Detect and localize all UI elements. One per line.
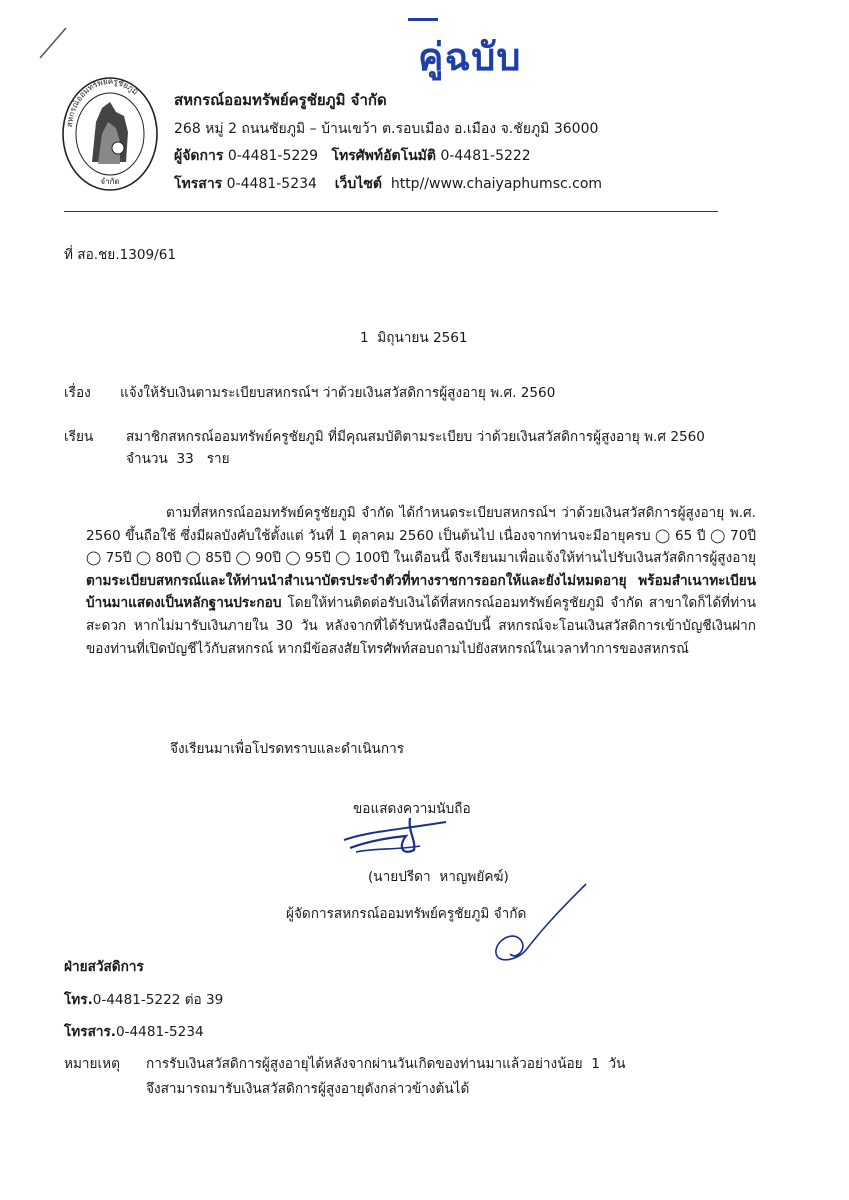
recipient-label: เรียน <box>64 429 94 445</box>
department-fax-label: โทรสาร. <box>64 1024 116 1040</box>
department-phone <box>64 988 223 1010</box>
note-label: หมายเหตุ <box>64 1056 120 1072</box>
copy-stamp: คู่ฉบับ <box>418 35 522 79</box>
closing-line: จึงเรียนมาเพื่อโปรดทราบและดำเนินการ <box>170 741 405 757</box>
auto-phone-label: โทรศัพท์อัตโนมัติ <box>331 148 436 164</box>
regards-line: ขอแสดงความนับถือ <box>353 801 471 817</box>
body-text-part-2: โดยให้ท่านติดต่อรับเงินได้ที่สหกรณ์ออมทรัพย์ครูชัยภูมิ จำกัด สาขาใดก็ได้ที่ท่านสะดวก หากไม่มารับเงินภายใน 30 วัน หลังจากที่ได้รับหนังสือฉบับนี้ สหกรณ์จะโอนเงินสวัสดิการเข้าบัญชีเงินฝากของท่านที่เปิดบัญชีไว้กับสหกรณ์ หากมีข้อสงสัยโทรศัพท์สอบถามไปยังสหกรณ์ในเวลาทำการของสหกรณ์ <box>86 595 756 657</box>
initial-mark <box>486 880 596 970</box>
logo-text-bottom: จำกัด <box>100 177 120 186</box>
auto-phone: 0-4481-5222 <box>440 148 531 164</box>
letterhead-phone-line <box>174 145 531 167</box>
subject-text: แจ้งให้รับเงินตามระเบียบสหกรณ์ฯ ว่าด้วยเงินสวัสดิการผู้สูงอายุ พ.ศ. 2560 <box>120 385 556 401</box>
note-line-1: การรับเงินสวัสดิการผู้สูงอายุได้หลังจากผ่านวันเกิดของท่านมาแล้วอย่างน้อย 1 วัน <box>146 1056 626 1072</box>
manager-label: ผู้จัดการ <box>174 148 224 164</box>
subject-label: เรื่อง <box>64 385 91 401</box>
organization-name: สหกรณ์ออมทรัพย์ครูชัยภูมิ จำกัด <box>174 91 387 109</box>
website-label: เว็บไซต์ <box>334 176 382 192</box>
letter-date: 1 มิถุนายน 2561 <box>360 330 468 346</box>
department-name: ฝ่ายสวัสดิการ <box>64 959 144 975</box>
signature-image <box>336 812 466 862</box>
letterhead-fax-line <box>174 173 602 195</box>
logo-text-top: สหกรณ์ออมทรัพย์ครูชัยภูมิ <box>65 76 140 128</box>
department-phone-label: โทร. <box>64 992 93 1008</box>
department-fax-number: 0-4481-5234 <box>115 1024 204 1040</box>
recipient-line-2: จำนวน 33 ราย <box>126 451 230 467</box>
reference-number: ที่ สอ.ชย.1309/61 <box>64 247 177 263</box>
fax-label: โทรสาร <box>174 176 223 192</box>
cooperative-logo-icon <box>58 72 162 202</box>
body-text-emphasis: ตามระเบียบสหกรณ์และให้ท่านนำสำเนาบัตรประจำตัวที่ทางราชการออกให้และยังไม่หมดอายุ พร้อมสำเนาทะเบียนบ้านมาแสดงเป็นหลักฐานประกอบ <box>86 572 756 612</box>
department-fax <box>64 1020 204 1042</box>
letter-body <box>86 502 756 660</box>
organization-address: 268 หมู่ 2 ถนนชัยภูมิ – บ้านเขว้า ต.รอบเมือง อ.เมือง จ.ชัยภูมิ 36000 <box>174 121 599 137</box>
signer-title: ผู้จัดการสหกรณ์ออมทรัพย์ครูชัยภูมิ จำกัด <box>286 906 527 922</box>
manager-phone: 0-4481-5229 <box>227 148 319 164</box>
fax-number: 0-4481-5234 <box>226 176 317 192</box>
recipient-line-1: สมาชิกสหกรณ์ออมทรัพย์ครูชัยภูมิ ที่มีคุณสมบัติตามระเบียบ ว่าด้วยเงินสวัสดิการผู้สูงอายุ พ.ศ 2560 <box>126 429 705 445</box>
website-url: http//www.chaiyaphumsc.com <box>390 176 603 192</box>
stamp-dash <box>408 18 438 21</box>
pen-stroke-mark <box>36 24 76 64</box>
note-line-2: จึงสามารถมารับเงินสวัสดิการผู้สูงอายุดังกล่าวข้างต้นได้ <box>146 1081 470 1097</box>
body-text-part-1: ตามที่สหกรณ์ออมทรัพย์ครูชัยภูมิ จำกัด ได้กำหนดระเบียบสหกรณ์ฯ ว่าด้วยเงินสวัสดิการผู้สูงอายุ พ.ศ. 2560 ขึ้นถือใช้ ซึ่งมีผลบังคับใช้ตั้งแต่ วันที่ 1 ตุลาคม 2560 เป็นต้นไป เนื่องจากท่านจะมีอายุครบ ◯ 65 ปี ◯ 70ปี ◯ 75ปี ◯ 80ปี ◯ 85ปี ◯ 90ปี ◯ 95ปี ◯ 100ปี ในเดือนนี้ จึงเรียนมาเพื่อแจ้งให้ท่านไปรับเงินสวัสดิการผู้สูงอายุ <box>86 505 756 567</box>
signer-name: (นายปรีดา หาญพยัคฆ์) <box>368 869 509 885</box>
department-phone-number: 0-4481-5222 ต่อ 39 <box>92 992 224 1008</box>
header-divider <box>64 211 718 212</box>
